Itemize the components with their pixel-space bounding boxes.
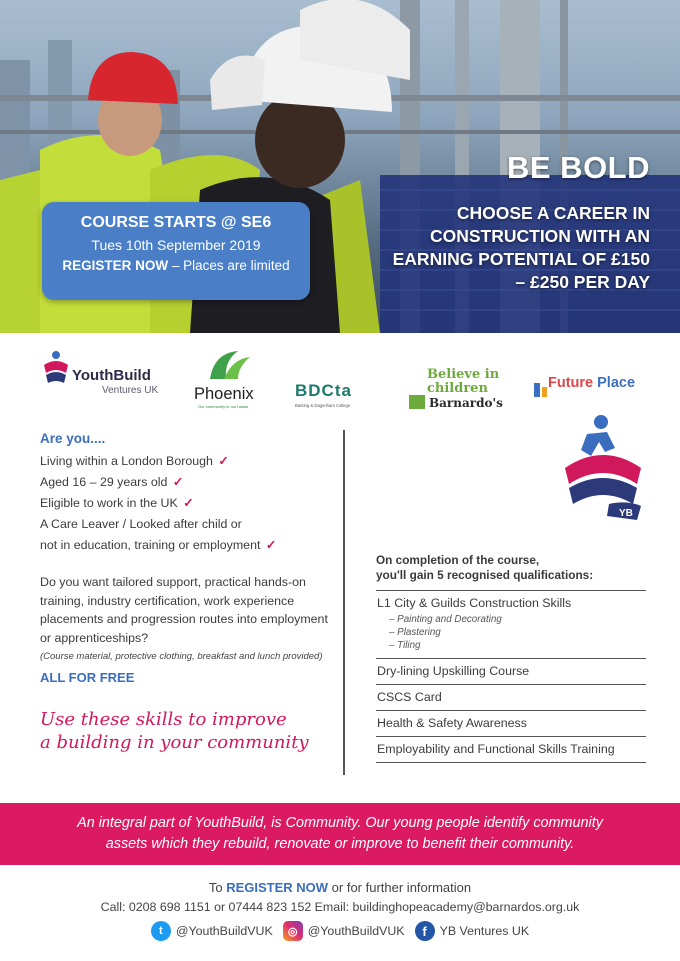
qualifications-column	[376, 553, 646, 763]
qualification-item	[376, 685, 646, 711]
future-place-logo	[532, 349, 650, 409]
community-band-line1: An integral part of YouthBuild, is Community. Our young people identify community	[77, 815, 603, 831]
check-icon: ✓	[172, 475, 184, 489]
criteria-text: Aged 16 – 29 years old	[40, 475, 168, 489]
criteria-list	[40, 451, 330, 556]
eligibility-column	[40, 428, 330, 754]
qualification-item	[376, 711, 646, 737]
facebook-link[interactable]	[415, 921, 530, 941]
facebook-handle: YB Ventures UK	[439, 924, 530, 938]
course-start-box	[42, 202, 310, 300]
qualification-subitem: – Plastering	[389, 627, 441, 638]
qualifications-heading-line1: On completion of the course,	[376, 553, 540, 567]
all-for-free-label: ALL FOR FREE	[40, 670, 135, 685]
youthbuild-logo-sub: Ventures UK	[102, 385, 159, 396]
criteria-item	[40, 472, 330, 493]
criteria-text: not in education, training or employment	[40, 538, 261, 552]
bdc-logo	[293, 349, 378, 409]
provision-note: (Course material, protective clothing, breakfast and lunch provided)	[40, 651, 323, 662]
facebook-icon: f	[415, 921, 435, 941]
criteria-text: Eligible to work in the UK	[40, 496, 178, 510]
qualification-title: Employability and Functional Skills Training	[377, 742, 615, 756]
slogan-line2: a building in your community	[40, 732, 309, 753]
qualification-title: L1 City & Guilds Construction Skills	[377, 596, 572, 610]
criteria-item	[40, 451, 330, 472]
phoenix-logo-tagline: Our community in our hands	[198, 404, 249, 409]
slogan-line1: Use these skills to improve	[40, 709, 287, 730]
qualification-subitem: – Tiling	[389, 640, 421, 651]
register-to: To	[208, 880, 227, 895]
hero-title: BE BOLD	[507, 150, 650, 185]
instagram-link[interactable]	[283, 921, 405, 941]
criteria-text: Living within a London Borough	[40, 454, 213, 468]
qualification-title: CSCS Card	[377, 690, 442, 704]
hero-banner	[0, 0, 680, 333]
places-limited-label: – Places are limited	[168, 258, 290, 273]
register-further: or for further information	[328, 880, 472, 895]
youthbuild-logo	[40, 349, 170, 409]
youthbuild-emblem-icon	[40, 349, 70, 389]
future-place-name	[548, 375, 635, 391]
twitter-icon: t	[151, 921, 171, 941]
community-slogan	[40, 708, 330, 754]
instagram-icon: ◎	[283, 921, 303, 941]
phoenix-leaf-icon	[204, 349, 254, 383]
phoenix-logo-name: Phoenix	[194, 385, 254, 403]
criteria-item	[40, 493, 330, 514]
instagram-handle: @YouthBuildVUK	[307, 924, 405, 938]
twitter-link[interactable]	[151, 921, 273, 941]
bdc-logo-sub: Barking & Dagenham College	[295, 403, 351, 408]
course-start-heading: COURSE STARTS @ SE6	[80, 214, 272, 231]
future-place-part1: Future	[548, 375, 594, 391]
check-icon: ✓	[265, 538, 277, 552]
youthbuild-logo-name: YouthBuild	[72, 367, 151, 384]
qualification-title: Health & Safety Awareness	[377, 716, 527, 730]
qualifications-heading-line2: you'll gain 5 recognised qualifications:	[376, 568, 594, 582]
climber-icon	[557, 412, 649, 524]
barnardos-mark-icon	[409, 395, 425, 409]
social-links	[0, 921, 680, 941]
register-now-label: REGISTER NOW	[62, 258, 169, 273]
register-line	[0, 880, 680, 895]
youthbuild-badge	[557, 412, 649, 524]
qualifications-heading	[376, 553, 646, 583]
register-now-link[interactable]: REGISTER NOW	[226, 880, 329, 895]
phoenix-logo	[192, 349, 262, 409]
course-start-date: Tues 10th September 2019	[91, 237, 261, 253]
are-you-heading: Are you....	[40, 431, 106, 446]
contact-details: Call: 0208 698 1151 or 07444 823 152 Email: buildinghopeacademy@barnardos.org.uk	[100, 900, 580, 914]
future-place-part2: Place	[593, 375, 636, 391]
check-icon: ✓	[218, 454, 229, 468]
qualification-item	[376, 737, 646, 763]
twitter-handle: @YouthBuildVUK	[175, 924, 273, 938]
barnardos-line1: Believe in	[427, 367, 500, 382]
criteria-text: A Care Leaver / Looked after child or	[40, 517, 242, 531]
community-band	[0, 803, 680, 865]
criteria-item	[40, 514, 330, 535]
contact-footer	[0, 880, 680, 941]
barnardos-line3: Barnardo's	[429, 396, 503, 410]
partner-logos	[0, 333, 680, 423]
barnardos-line2: children	[427, 381, 488, 396]
yb-badge-text: YB	[619, 508, 633, 519]
support-paragraph: Do you want tailored support, practical hands-on training, industry certification, work experience placements and progression routes into employment or apprenticeships?	[40, 575, 328, 645]
bdc-logo-name: BDCta	[295, 381, 352, 400]
qualification-item	[376, 591, 646, 659]
criteria-item	[40, 535, 330, 556]
column-divider	[343, 430, 345, 775]
qualification-item	[376, 659, 646, 685]
barnardos-logo	[405, 349, 505, 409]
qualification-title: Dry-lining Upskilling Course	[377, 664, 530, 678]
course-register-note	[42, 258, 310, 273]
check-icon: ✓	[183, 496, 194, 510]
hero-tagline: CHOOSE A CAREER IN CONSTRUCTION WITH AN EARNING POTENTIAL OF £150 – £250 PER DAY	[392, 203, 650, 292]
community-band-line2: assets which they rebuild, renovate or improve to benefit their community.	[105, 836, 575, 852]
qualifications-list	[376, 590, 646, 763]
qualification-subitem: – Painting and Decorating	[389, 614, 502, 625]
qualification-subitems	[377, 613, 646, 652]
